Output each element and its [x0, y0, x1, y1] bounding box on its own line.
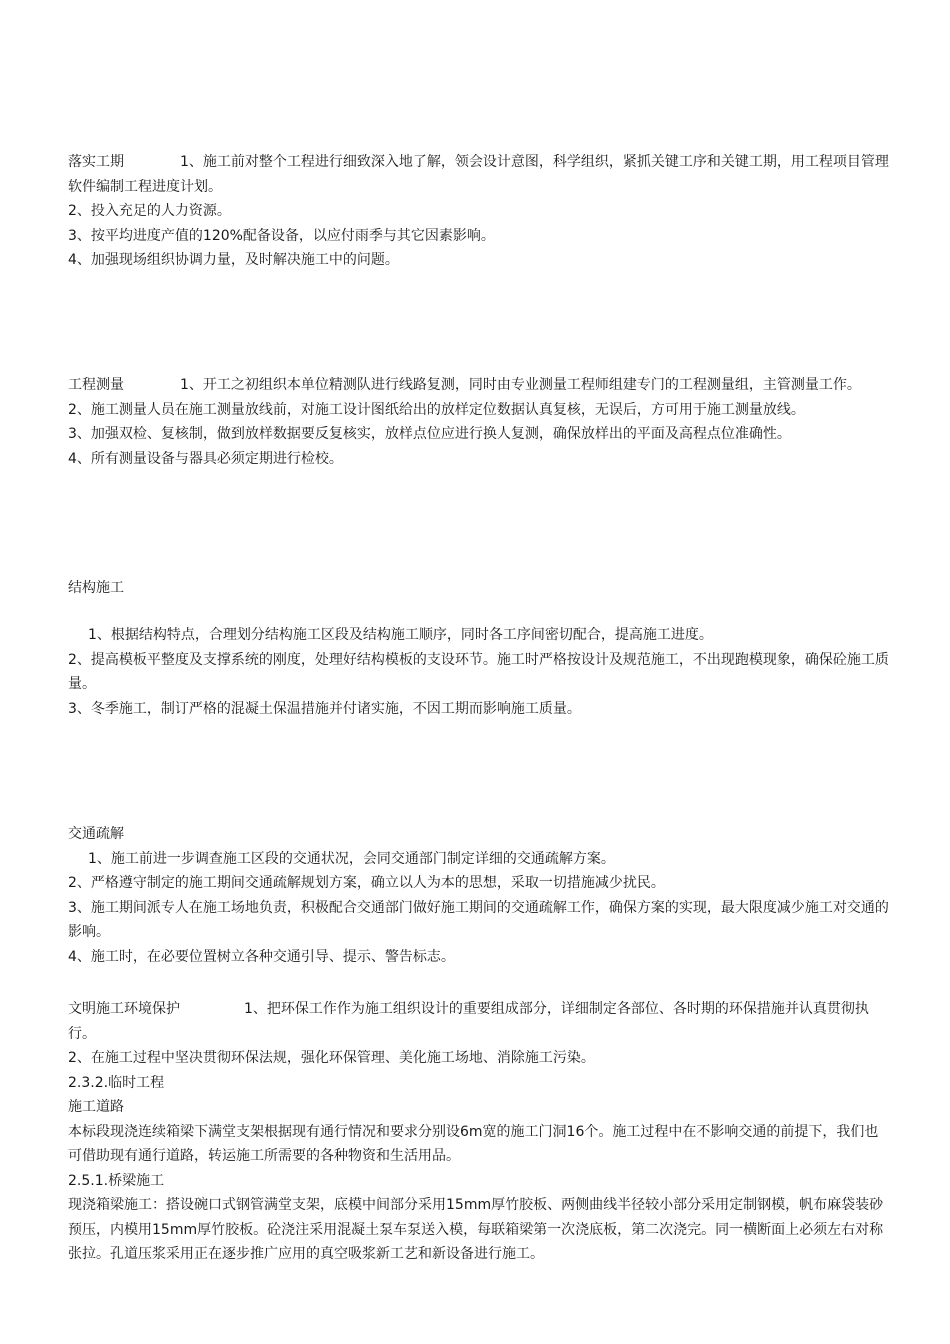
section-traffic — [68, 822, 890, 969]
schedule-item-1 — [68, 150, 890, 199]
schedule-item-2: 2、投入充足的人力资源。 — [68, 203, 231, 219]
section-survey — [68, 373, 890, 471]
schedule-heading: 落实工期 — [68, 154, 124, 170]
environment-heading: 文明施工环境保护 — [68, 1001, 180, 1017]
survey-item-2: 2、施工测量人员在施工测量放线前，对施工设计图纸给出的放样定位数据认真复核，无误后，方可用于施工测量放线。 — [68, 401, 805, 418]
section-structure — [68, 623, 890, 721]
structure-item-3: 3、冬季施工，制订严格的混凝土保温措施并付诸实施，不因工期而影响施工质量。 — [68, 700, 581, 717]
schedule-item-1-text: 1、施工前对整个工程进行细致深入地了解，领会设计意图，科学组织，紧抓关键工序和关键工期，用工程项目管理软件编制工程进度计划。 — [68, 154, 889, 195]
traffic-heading: 交通疏解 — [68, 826, 124, 842]
environment-item-1 — [68, 997, 890, 1046]
survey-item-3: 3、加强双检、复核制，做到放样数据要反复核实，放样点位应进行换人复测，确保放样出的平面及高程点位准确性。 — [68, 426, 791, 442]
structure-item-2: 2、提高模板平整度及支撑系统的刚度，处理好结构模板的支设环节。施工时严格按设计及规范施工，不出现跑模现象，确保砼施工质量。 — [68, 651, 889, 692]
structure-heading: 结构施工 — [68, 580, 124, 596]
environment-item-2: 2、在施工过程中坚决贯彻环保法规，强化环保管理、美化施工场地、消除施工污染。 — [68, 1050, 595, 1066]
bridge-text: 现浇箱梁施工：搭设碗口式钢管满堂支架，底模中间部分采用15mm厚竹胶板、两侧曲线半径较小部分采用定制钢模，帆布麻袋装砂预压，内模用15mm厚竹胶板。砼浇注采用混凝土泵车泵送入模，每联箱梁第一次浇底板，第二次浇完。同一横断面上必须左右对称张拉。孔道压浆采用正在逐步推广应用的真空吸浆新工艺和新设备进行施工。 — [68, 1197, 884, 1262]
road-heading: 施工道路 — [68, 1099, 124, 1115]
traffic-item-3: 3、施工期间派专人在施工场地负责，积极配合交通部门做好施工期间的交通疏解工作，确保方案的实现，最大限度减少施工对交通的影响。 — [68, 899, 889, 940]
structure-item-1: 1、根据结构特点，合理划分结构施工区段及结构施工顺序，同时各工序间密切配合，提高施工进度。 — [88, 627, 713, 643]
survey-heading: 工程测量 — [68, 377, 124, 393]
temporary-works-heading: 2.3.2.临时工程 — [68, 1074, 165, 1091]
section-environment — [68, 997, 890, 1267]
road-text: 本标段现浇连续箱梁下满堂支架根据现有通行情况和要求分别设6m宽的施工门洞16个。施工过程中在不影响交通的前提下，我们也可借助现有通行道路，转运施工所需要的各种物资和生活用品。 — [68, 1123, 879, 1164]
traffic-item-1: 1、施工前进一步调查施工区段的交通状况，会同交通部门制定详细的交通疏解方案。 — [88, 850, 615, 867]
traffic-item-4: 4、施工时，在必要位置树立各种交通引导、提示、警告标志。 — [68, 948, 455, 965]
survey-item-4: 4、所有测量设备与器具必须定期进行检校。 — [68, 450, 343, 467]
schedule-item-3: 3、按平均进度产值的120%配备设备，以应付雨季与其它因素影响。 — [68, 227, 495, 244]
schedule-item-4: 4、加强现场组织协调力量，及时解决施工中的问题。 — [68, 252, 399, 268]
traffic-item-2: 2、严格遵守制定的施工期间交通疏解规划方案，确立以人为本的思想，采取一切措施减少扰民。 — [68, 875, 665, 891]
bridge-heading: 2.5.1.桥梁施工 — [68, 1172, 165, 1189]
environment-item-1-text: 1、把环保工作作为施工组织设计的重要组成部分，详细制定各部位、各时期的环保措施并认真贯彻执行。 — [68, 1001, 869, 1042]
survey-item-1-text: 1、开工之初组织本单位精测队进行线路复测，同时由专业测量工程师组建专门的工程测量组，主管测量工作。 — [180, 377, 861, 393]
section-structure-heading-block — [68, 576, 890, 601]
section-schedule — [68, 150, 890, 273]
survey-item-1 — [68, 373, 890, 398]
